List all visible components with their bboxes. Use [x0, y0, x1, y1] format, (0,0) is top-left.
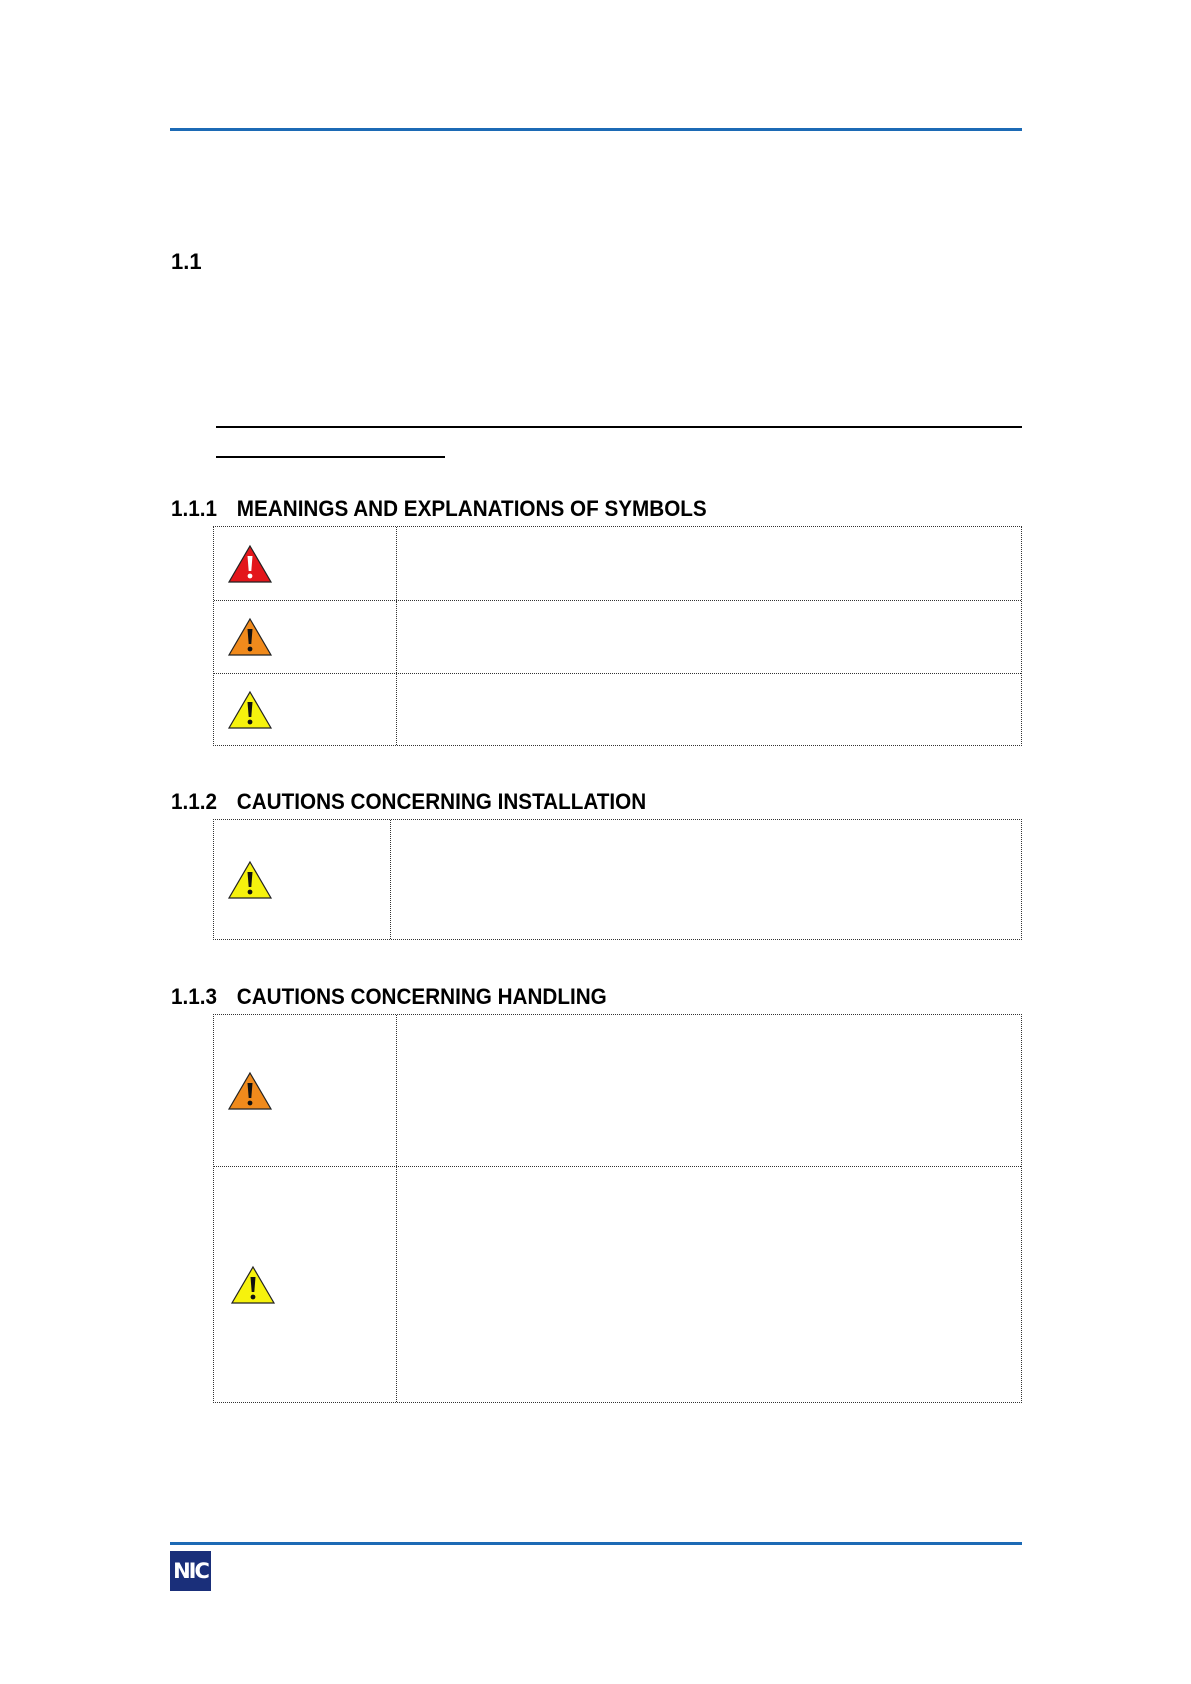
table-row [214, 673, 1021, 745]
section-heading-1-1-2 [171, 789, 646, 815]
section-number: 1.1 [171, 249, 202, 274]
handling-cautions-table [213, 1014, 1022, 1403]
section-heading-1-1-3 [171, 984, 607, 1010]
footer-rule [170, 1542, 1022, 1545]
section-heading-number: 1.1.1 [171, 496, 218, 521]
caution-triangle-icon [214, 820, 391, 939]
nic-logo: NIC [170, 1551, 211, 1591]
symbol-description [397, 527, 1021, 600]
symbols-table [213, 526, 1022, 746]
section-heading-number: 1.1.2 [171, 789, 218, 814]
caution-description [397, 1167, 1021, 1402]
section-heading-title: CAUTIONS CONCERNING INSTALLATION [236, 789, 647, 814]
danger-warning-triangle-icon [214, 527, 397, 600]
installation-cautions-table [213, 819, 1022, 940]
header-rule [170, 128, 1022, 131]
underline-rule [216, 426, 1022, 428]
section-heading-title: CAUTIONS CONCERNING HANDLING [236, 984, 607, 1009]
caution-triangle-icon [214, 1167, 397, 1402]
table-row [214, 1015, 1021, 1166]
table-row [214, 600, 1021, 673]
symbol-description [397, 601, 1021, 673]
warning-triangle-icon [214, 1015, 397, 1166]
caution-description [391, 820, 1021, 939]
table-row [214, 1166, 1021, 1402]
caution-description [397, 1015, 1021, 1166]
caution-triangle-icon [214, 674, 397, 745]
section-heading-1-1-1 [171, 496, 707, 522]
section-heading-number: 1.1.3 [171, 984, 218, 1009]
section-heading-title: MEANINGS AND EXPLANATIONS OF SYMBOLS [236, 496, 707, 521]
warning-triangle-icon [214, 601, 397, 673]
underline-rule [216, 456, 445, 458]
table-row [214, 527, 1021, 600]
symbol-description [397, 674, 1021, 745]
table-row [214, 820, 1021, 939]
